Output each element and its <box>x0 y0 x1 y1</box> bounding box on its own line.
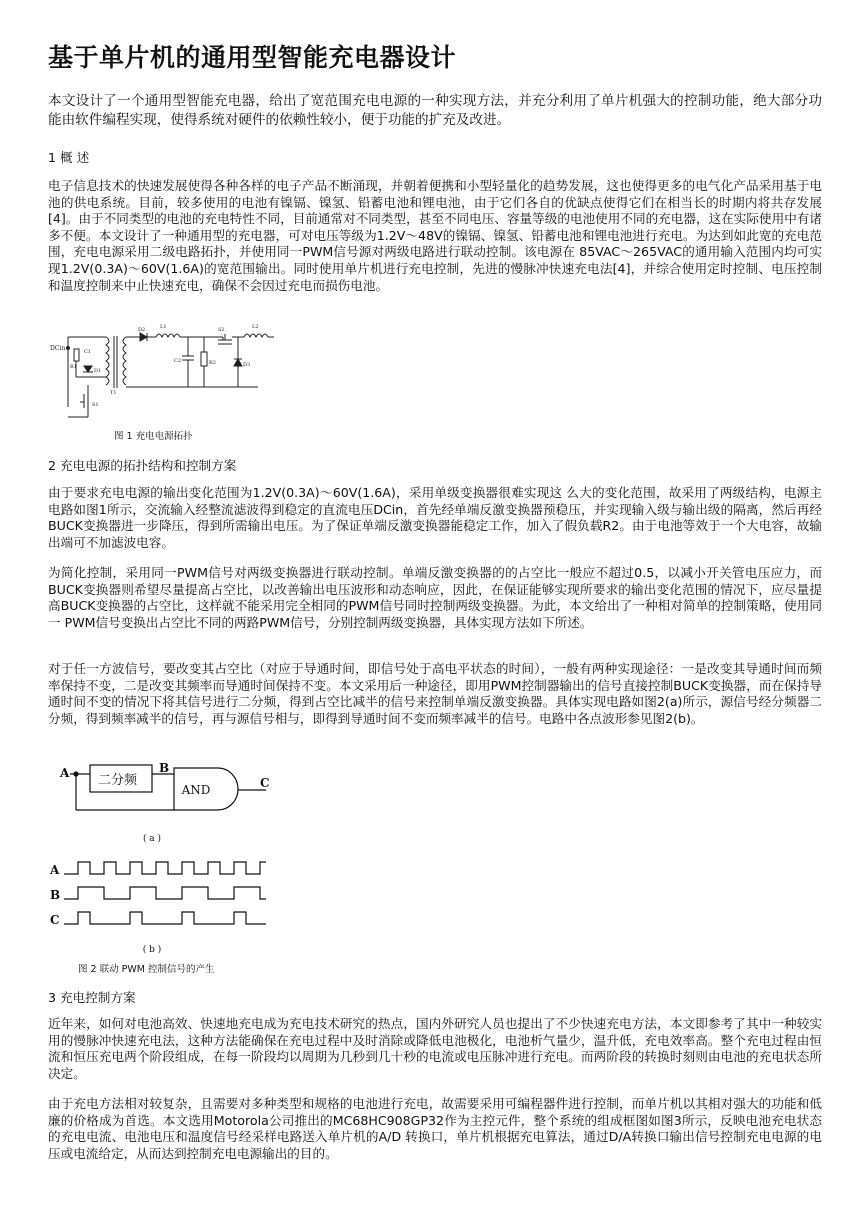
svg-text:D1: D1 <box>94 368 102 374</box>
fig2a-mid-label: B <box>159 762 170 775</box>
svg-text:R1: R1 <box>70 364 77 370</box>
svg-text:S2: S2 <box>218 327 225 333</box>
svg-text:C: C <box>50 913 60 927</box>
svg-text:B: B <box>50 888 61 902</box>
fig2a-input-label: A <box>60 766 70 780</box>
section-1-paragraph-1: 电子信息技术的快速发展使得各种各样的电子产品不断涌现，并朝着便携和小型轻量化的趋势发展，这也使得更多的电气化产品采用基于电池的供电系统。目前，较多使用的电池有镍镉、镍氢、铅蓄电池和锂电池，由于它们各自的优缺点使得它们在相当长的时期内将共存发展[4]。由于不同类型的电池的充电特性不同，目前通常对不同类型，甚至不同电压、容量等级的电池使用不同的充电器，这在实际使用中有诸多不便。本文设计了一种通用型的充电器，可对电压等级为1.2V～48V的镍镉、镍氢、铅蓄电池和锂电池进行充电。为达到如此宽的充电范围，充电电源采用二级电路拓扑，并使用同一PWM信号源对两级电路进行联动控制。该电源在 85VAC～265VAC的通用输入范围内均可实现1.2V(0.3A)～60V(1.6A)的宽范围输出。同时使用单片机进行充电控制，先进的慢脉冲快速充电法[4]，并综合使用定时控制、电压控制和温度控制来中止快速充电，确保不会因过充电而损伤电池。 <box>48 178 822 293</box>
section-1-heading: 1 概 述 <box>48 150 90 165</box>
fig2a-output-label: C <box>260 776 270 790</box>
svg-text:L1: L1 <box>160 324 167 330</box>
svg-text:C2: C2 <box>174 358 182 364</box>
figure-1-circuit <box>48 322 288 444</box>
fig2a-sublabel: ( a ) <box>142 834 162 844</box>
article-title: 基于单片机的通用型智能充电器设计 <box>48 43 457 72</box>
section-3-paragraph-2: 由于充电方法相对较复杂，且需要对多种类型和规格的电池进行充电，故需要采用可编程器件进行控制，而单片机以其相对强大的功能和低廉的价格成为首选。本文选用Motorola公司推出的MC68HC908GP32作为主控元件，整个系统的组成框图如图3所示，反映电池充电状态的充电电流、电池电压和温度信号经采样电路送入单片机的A/D 转换口，单片机根据充电算法，通过D/A转换口输出信号控制充电电源的电压或电流给定，从而达到控制充电电源输出的目的。 <box>48 1096 822 1161</box>
svg-text:R2: R2 <box>209 360 216 366</box>
svg-text:D2: D2 <box>138 327 146 333</box>
svg-text:S1: S1 <box>92 402 99 408</box>
fig1-dcin-label: DCin <box>50 345 66 352</box>
svg-text:D3: D3 <box>243 362 251 368</box>
section-2-paragraph-1: 由于要求充电电源的输出变化范围为1.2V(0.3A)～60V(1.6A)，采用单级变换器很难实现这 么大的变化范围，故采用了两级结构，电源主电路如图1所示，交流输入经整流滤波得到稳定的直流电压DCin，首先经单端反激变换器预稳压，并实现输入级与输出级的隔离，然后再经BUCK变换器进一步降压，得到所需输出电压。为了保证单端反激变换器能稳定工作，加入了假负载R2。由于电池等效于一个大电容，故输出端可不加滤波电容。 <box>48 485 822 550</box>
svg-text:L2: L2 <box>252 324 259 330</box>
figure-1-caption: 图 1 充电电源拓扑 <box>114 431 193 442</box>
section-2-paragraph-2: 为简化控制，采用同一PWM信号对两级变换器进行联动控制。单端反激变换器的的占空比一般应不超过0.5，以减小开关管电压应力，而BUCK变换器则希望尽量提高占空比，以改善输出电压波形和动态响应，因此，在保证能够实现所要求的输出变化范围的情况下，应尽量提高BUCK变换器的占空比，这样就不能采用完全相同的PWM信号同时控制两级变换器。为此，本文给出了一种相对简单的控制策略，使用同一 PWM信号变换出占空比不同的两路PWM信号，分别控制两级变换器，具体实现方法如下所述。 <box>48 565 822 630</box>
fig2a-divider-label: 二分频 <box>98 773 138 788</box>
svg-text:A: A <box>50 863 60 877</box>
section-3-heading: 3 充电控制方案 <box>48 990 136 1005</box>
fig2b-sublabel: ( b ) <box>142 945 162 955</box>
section-3-paragraph-1: 近年来，如何对电池高效、快速地充电成为充电技术研究的热点，国内外研究人员也提出了不少快速充电方法，本文即参考了其中一种较实用的慢脉冲快速充电法，这种方法能确保在充电过程中及时消除或降低电池极化，电池析气量少，温升低，充电效率高。整个充电过程由恒流和恒压充电两个阶段组成，在每一阶段均以周期为几秒到几十秒的电流或电压脉冲进行充电。而两阶段的转换时刻则由电池的充电状态所决定。 <box>48 1016 822 1081</box>
svg-text:C1: C1 <box>84 349 92 355</box>
abstract: 本文设计了一个通用型智能充电器，给出了宽范围充电电源的一种实现方法，并充分利用了单片机强大的控制功能，绝大部分功能由软件编程实现，使得系统对硬件的依赖性较小，便于功能的扩充及改进。 <box>48 93 822 128</box>
figure-2 <box>48 762 278 977</box>
section-2-heading: 2 充电电源的拓扑结构和控制方案 <box>48 458 237 473</box>
fig2a-gate-label: AND <box>181 783 211 797</box>
svg-text:T1: T1 <box>110 390 117 396</box>
figure-2-caption: 图 2 联动 PWM 控制信号的产生 <box>78 964 215 975</box>
section-2-paragraph-3: 对于任一方波信号，要改变其占空比（对应于导通时间，即信号处于高电平状态的时间），一般有两种实现途径：一是改变其导通时间而频率保持不变，二是改变其频率而导通时间保持不变。本文采用后一种途径，即用PWM控制器输出的信号直接控制BUCK变换器，而在保持导通时间不变的情况下将其信号进行二分频，得到占空比减半的信号来控制单端反激变换器。具体实现电路如图2(a)所示，源信号经分频器二分频，得到频率减半的信号，再与源信号相与，即得到导通时间不变而频率减半的信号。电路中各点波形参见图2(b)。 <box>48 661 822 726</box>
